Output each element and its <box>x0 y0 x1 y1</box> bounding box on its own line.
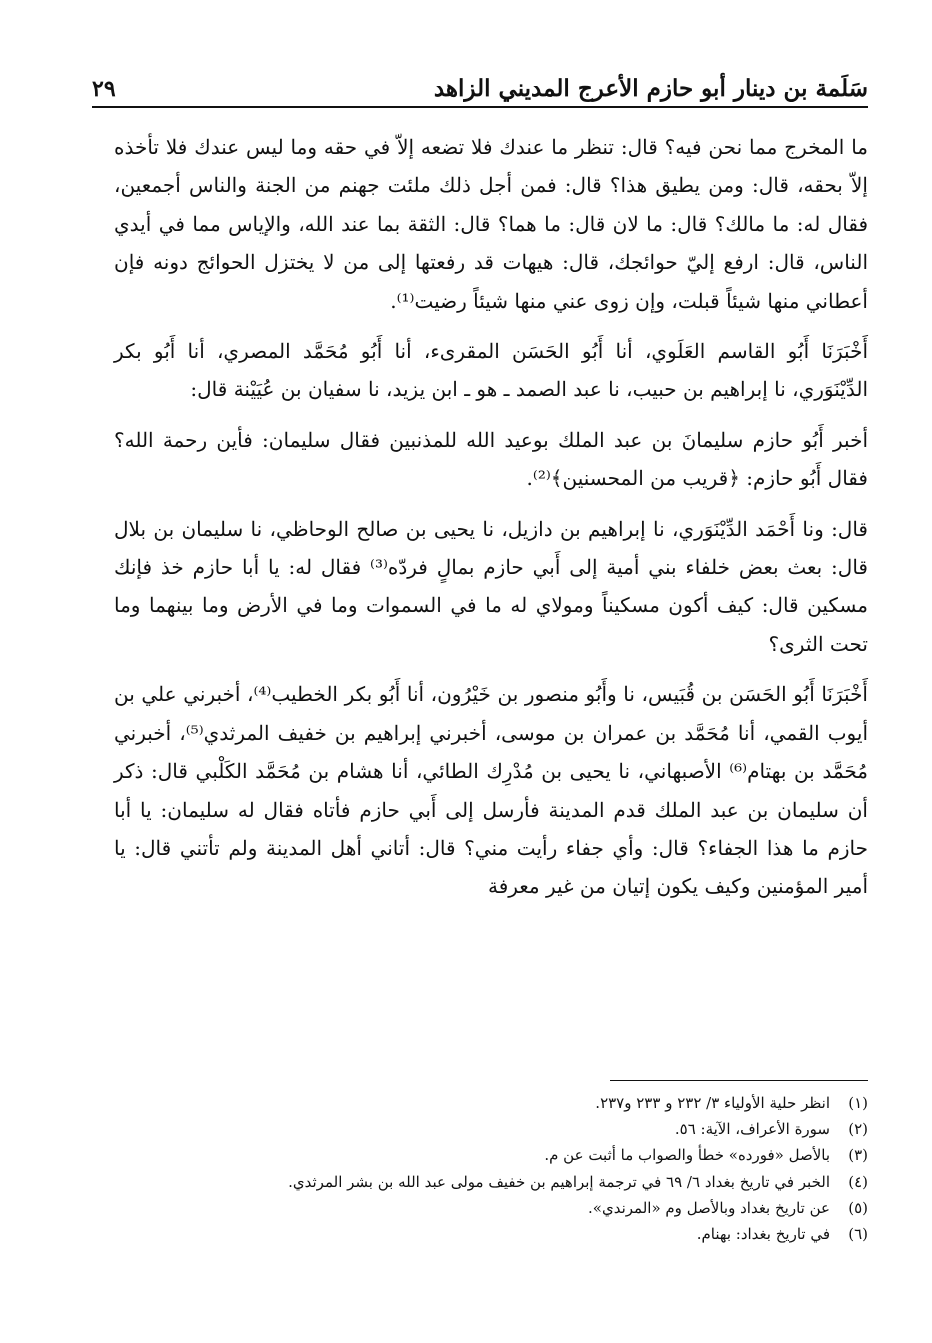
footnote-number: (٣) <box>848 1146 868 1165</box>
paragraph: أَخْبَرَنَا أَبُو القاسم العَلَوي، أنا أَبُو الحَسَن المقرىء، أنا أَبُو مُحَمَّد المصري، أنا أَبُو بكر الدِّيْنَوَري، نا إبراهيم بن حبيب، نا عبد الصمد ـ هو ـ ابن يزيد، نا سفيان بن عُيَيْنة قال: <box>114 339 868 402</box>
footnote-text: عن تاريخ بغداد وبالأصل وم «المرندي». <box>588 1198 830 1217</box>
paragraph: ما المخرج مما نحن فيه؟ قال: تنظر ما عندك فلا تضعه إلاّ في حقه وما ليس عندك فلا تأخذه إلاّ بحقه، قال: ومن يطيق هذا؟ قال: فمن أجل ذلك ملئت جهنم من الجنة والناس أجمعين، فقال له: ما مالك؟ قال: ما لان قال: ما هما؟ قال: الثقة بما عند الله، والإياس مما في أيدي الناس، قال: ارفع إليّ حوائجك، قال: هيهات قد رفعتها إلى من لا يختزل الحوائج دونه فإن أعطاني منها شيئاً قبلت، وإن زوى عني منها شيئاً رضيت⁽¹⁾. <box>114 135 868 313</box>
footnote-separator <box>610 1080 868 1081</box>
paragraph: قال: ونا أَحْمَد الدِّيْنَوَري، نا إبراهيم بن دازيل، نا يحيى بن صالح الوحاظي، نا سليمان بن بلال قال: بعث بعض خلفاء بني أمية إلى أَبي حازم بمالٍ فردّه⁽³⁾ فقال له: يا أبا حازم خذ فإنك مسكين قال: كيف أكون مسكيناً ومولاي له ما في السموات وما في الأرض وما بينهما وما تحت الثرى؟ <box>114 516 868 656</box>
footnote-text: انظر حلية الأولياء ٣/ ٢٣٢ و ٢٣٣ و٢٣٧. <box>595 1094 830 1112</box>
footnote-number: (٤) <box>848 1172 868 1191</box>
footnote-number: (٢) <box>848 1120 868 1139</box>
footnote-number: (٥) <box>848 1198 868 1217</box>
footnote <box>200 1169 868 1195</box>
footnote-number: (١) <box>848 1094 868 1112</box>
page-header <box>92 68 868 108</box>
running-title: سَلَمة بن دينار أبو حازم الأعرج المديني الزاهد <box>433 75 868 102</box>
footnotes <box>200 1090 868 1247</box>
footnote <box>200 1221 868 1247</box>
main-text <box>114 128 868 906</box>
footnote-text: في تاريخ بغداد: بهنام. <box>696 1225 830 1244</box>
footnote <box>200 1142 868 1168</box>
footnote-text: الخبر في تاريخ بغداد ٦/ ٦٩ في ترجمة إبراهيم بن خفيف مولى عبد الله بن بشر المرثدي. <box>288 1172 830 1191</box>
paragraph: أخبر أَبُو حازم سليمانَ بن عبد الملك بوعيد الله للمذنبين فقال سليمان: فأين رحمة الله؟ فقال أَبُو حازم: ﴿قريب من المحسنين﴾⁽²⁾. <box>114 427 868 491</box>
footnote-number: (٦) <box>848 1225 868 1244</box>
footnote-text: سورة الأعراف، الآية: ٥٦. <box>674 1120 830 1139</box>
footnote <box>200 1195 868 1221</box>
footnote-text: بالأصل «فورده» خطأ والصواب ما أثبت عن م. <box>544 1146 830 1165</box>
page-number: ٢٩ <box>92 76 116 102</box>
paragraph: أَخْبَرَنَا أَبُو الحَسَن بن قُبَيس، نا وأَبُو منصور بن خَيْرُون، أنا أَبُو بكر الخطيب⁽⁴⁾، أخبرني علي بن أيوب القمي، أنا مُحَمَّد بن عمران بن موسى، أخبرني إبراهيم بن خفيف المرثدي⁽⁵⁾، أخبرني مُحَمَّد بن بهتام⁽⁶⁾ الأصبهاني، نا يحيى بن مُدْرِك الطائي، أنا هشام بن مُحَمَّد الكَلْبي قال: ذكر أن سليمان بن عبد الملك قدم المدينة فأرسل إلى أَبي حازم فأتاه فقال له سليمان: يا أبا حازم ما هذا الجفاء؟ قال: وأي جفاء رأيت مني؟ قال: أتاني أهل المدينة ولم تأتني قال: يا أمير المؤمنين وكيف يكون إتيان من غير معرفة <box>114 682 869 899</box>
footnote <box>200 1116 868 1142</box>
footnote <box>200 1090 868 1116</box>
